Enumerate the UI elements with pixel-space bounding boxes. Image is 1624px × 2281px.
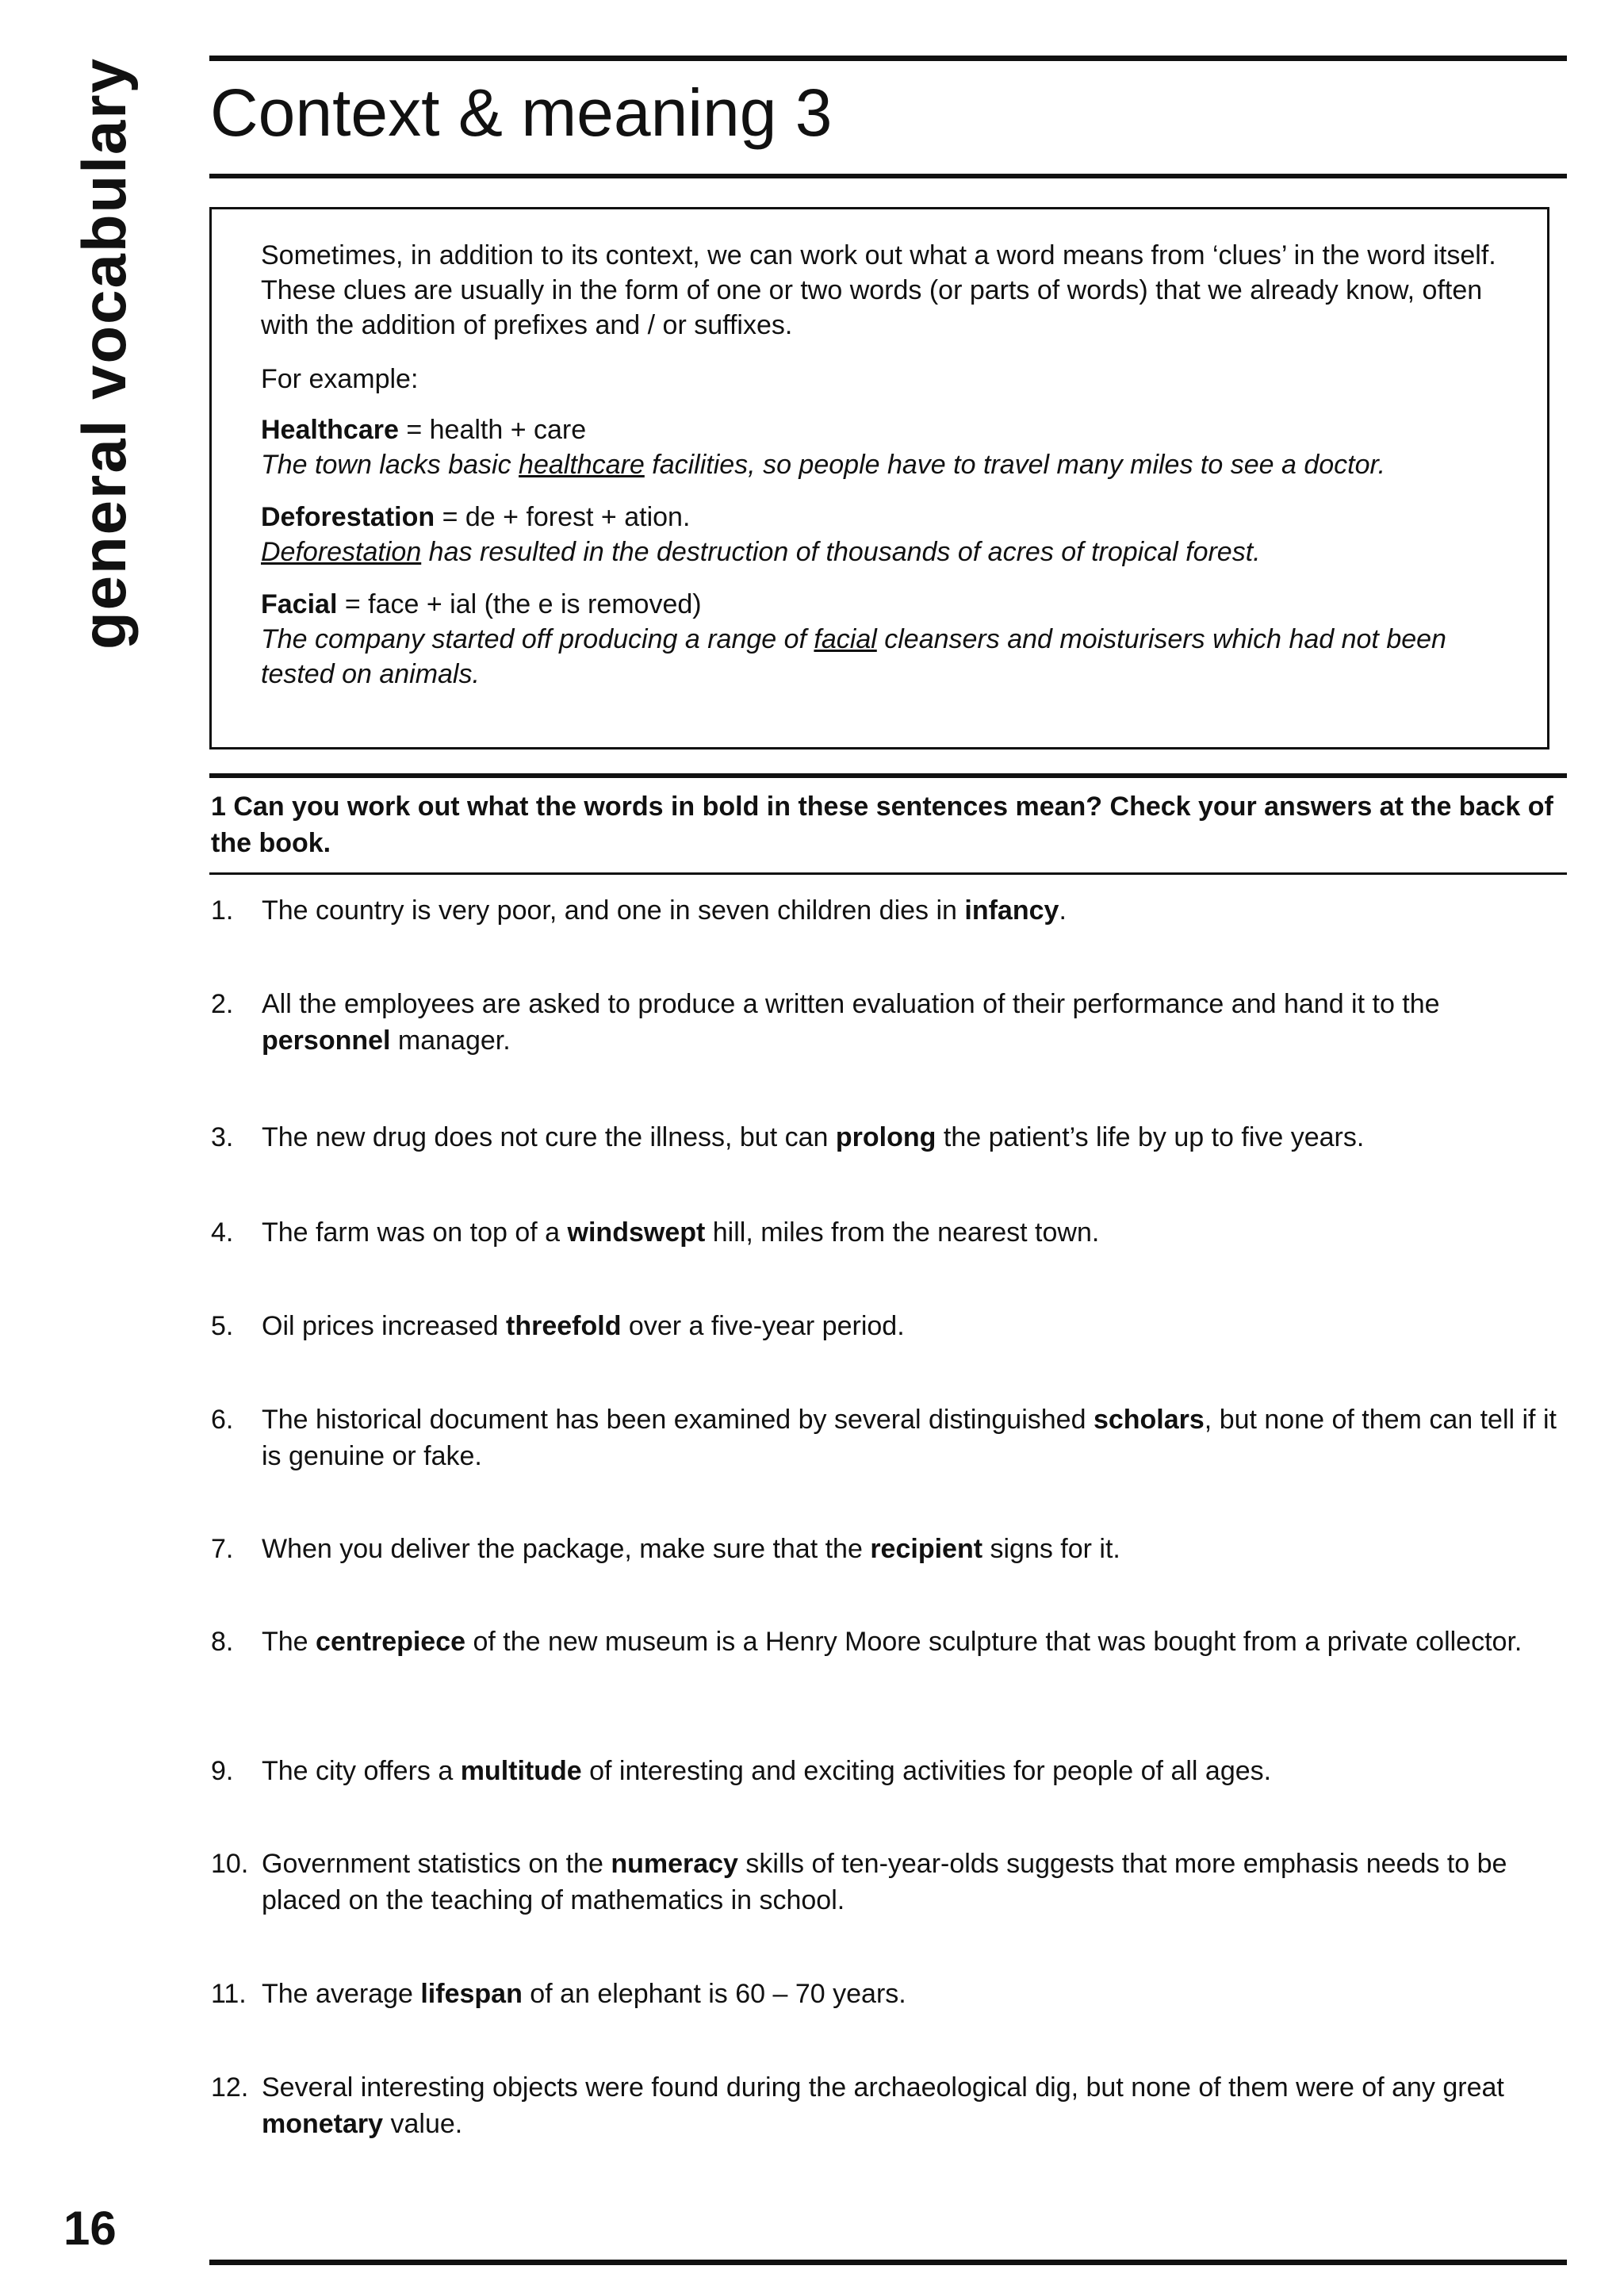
question-bold-word: infancy [964, 895, 1059, 926]
example-sentence-word: Deforestation [261, 537, 422, 567]
question-bold-word: threefold [506, 1311, 622, 1341]
question-number: 4. [211, 1217, 234, 1248]
intro-for-example: For example: [261, 364, 419, 394]
question-text-before: Several interesting objects were found during the archaeological dig, but none of them were of any great [262, 2072, 1504, 2103]
example-sentence-word: healthcare [519, 450, 645, 480]
example-sentence-after: facilities, so people have to travel many miles to see a doctor. [644, 450, 1386, 480]
example-breakdown: = de + forest + ation. [435, 502, 691, 532]
intro-paragraph: Sometimes, in addition to its context, we can work out what a word means from ‘clues’ in the word itself. These clues are usually in the form of one or two words (or parts of words) that we already know, often with the addition of prefixes and / or suffixes. [261, 240, 1496, 340]
question-bold-word: recipient [870, 1534, 983, 1564]
question-number: 1. [211, 895, 234, 926]
question-item [211, 1401, 1559, 1474]
example-sentence [261, 535, 1500, 569]
example-breakdown: = face + ial (the e is removed) [337, 589, 702, 619]
question-text [262, 1624, 1559, 1660]
question-number: 7. [211, 1534, 234, 1564]
question-number: 5. [211, 1311, 234, 1341]
example-sentence-before: The company started off producing a range of [261, 624, 814, 654]
question-text-after: value. [383, 2109, 463, 2139]
page-title: Context & meaning 3 [210, 75, 833, 150]
question-text [262, 1308, 1559, 1344]
question-number: 2. [211, 989, 234, 1019]
example-word: Facial [261, 589, 338, 619]
question-bold-word: numeracy [611, 1849, 738, 1879]
question-text-before: The historical document has been examined by several distinguished [262, 1405, 1094, 1435]
question-text-before: The farm was on top of a [262, 1217, 568, 1248]
question-text-after: of interesting and exciting activities for people of all ages. [581, 1756, 1272, 1786]
example-word: Deforestation [261, 502, 435, 532]
question-text-after: of an elephant is 60 – 70 years. [522, 1979, 906, 2009]
side-tab-label: general vocabulary [69, 57, 139, 650]
question-text [262, 1119, 1559, 1156]
question-number: 9. [211, 1756, 234, 1786]
exercise-top-rule [209, 773, 1567, 778]
question-item [211, 1976, 1559, 2012]
example-sentence-after: cleansers and moisturisers which had not been tested on animals. [261, 624, 1446, 689]
question-text [262, 892, 1559, 929]
question-item [211, 1531, 1559, 1567]
question-text-before: All the employees are asked to produce a written evaluation of their performance and hand it to the [262, 989, 1440, 1019]
question-number: 6. [211, 1405, 234, 1435]
question-text-after: over a five-year period. [621, 1311, 905, 1341]
question-number: 3. [211, 1122, 234, 1152]
question-text-before: The average [262, 1979, 421, 2009]
question-bold-word: monetary [262, 2109, 384, 2139]
question-text [262, 986, 1559, 1059]
example-sentence [261, 447, 1500, 482]
question-item [211, 2069, 1559, 2142]
example-sentence-after: has resulted in the destruction of thousands of acres of tropical forest. [421, 537, 1261, 567]
intro-box [209, 207, 1549, 749]
question-number: 8. [211, 1627, 234, 1657]
question-text-after: , but none of them can tell if it is genuine or fake. [262, 1405, 1557, 1471]
example-definition [261, 500, 1500, 535]
footer-rule [209, 2260, 1567, 2265]
question-text [262, 1846, 1559, 1919]
question-text-before: Oil prices increased [262, 1311, 507, 1341]
question-bold-word: windswept [567, 1217, 706, 1248]
question-text-after: signs for it. [982, 1534, 1120, 1564]
question-text [262, 1214, 1559, 1251]
question-item [211, 1846, 1559, 1919]
question-text-before: The city offers a [262, 1756, 461, 1786]
question-number: 10. [211, 1849, 249, 1879]
question-item [211, 1753, 1559, 1789]
question-item [211, 1214, 1559, 1251]
example-definition [261, 587, 1500, 622]
question-item [211, 986, 1559, 1059]
question-text-after: skills of ten-year-olds suggests that more emphasis needs to be placed on the teaching of mathematics in school. [262, 1849, 1507, 1915]
example-healthcare [261, 412, 1500, 482]
question-text-after: . [1059, 895, 1067, 926]
example-definition [261, 412, 1500, 447]
question-number: 11. [211, 1979, 247, 2009]
question-text-before: The country is very poor, and one in seven children dies in [262, 895, 965, 926]
question-text-before: The new drug does not cure the illness, but can [262, 1122, 836, 1152]
example-word: Healthcare [261, 415, 399, 445]
title-top-rule [209, 56, 1567, 61]
exercise-instructions: 1 Can you work out what the words in bold in these sentences mean? Check your answers at the back of the book. [211, 792, 1553, 858]
question-text-after: of the new museum is a Henry Moore sculpture that was bought from a private collector. [465, 1627, 1522, 1657]
question-text [262, 1401, 1559, 1474]
question-item [211, 892, 1559, 929]
page-number: 16 [63, 2202, 117, 2255]
question-text [262, 1531, 1559, 1567]
question-bold-word: multitude [460, 1756, 582, 1786]
exercise-sub-rule [209, 872, 1567, 875]
question-text-after: the patient’s life by up to five years. [936, 1122, 1365, 1152]
example-breakdown: = health + care [398, 415, 587, 445]
question-text-after: manager. [390, 1025, 511, 1056]
question-item [211, 1624, 1559, 1660]
question-text [262, 2069, 1559, 2142]
question-bold-word: lifespan [420, 1979, 523, 2009]
question-text-after: hill, miles from the nearest town. [705, 1217, 1100, 1248]
question-text [262, 1976, 1559, 2012]
example-sentence-word: facial [814, 624, 877, 654]
question-bold-word: personnel [262, 1025, 391, 1056]
question-text [262, 1753, 1559, 1789]
question-number: 12. [211, 2072, 249, 2103]
question-bold-word: prolong [835, 1122, 936, 1152]
example-deforestation [261, 500, 1500, 569]
example-facial [261, 587, 1500, 692]
question-text-before: Government statistics on the [262, 1849, 611, 1879]
example-sentence [261, 622, 1500, 692]
question-text-before: When you deliver the package, make sure that the [262, 1534, 871, 1564]
question-text-before: The [262, 1627, 316, 1657]
question-bold-word: centrepiece [316, 1627, 466, 1657]
question-item [211, 1119, 1559, 1156]
question-item [211, 1308, 1559, 1344]
question-bold-word: scholars [1093, 1405, 1205, 1435]
title-bottom-rule [209, 174, 1567, 178]
example-sentence-before: The town lacks basic [261, 450, 519, 480]
